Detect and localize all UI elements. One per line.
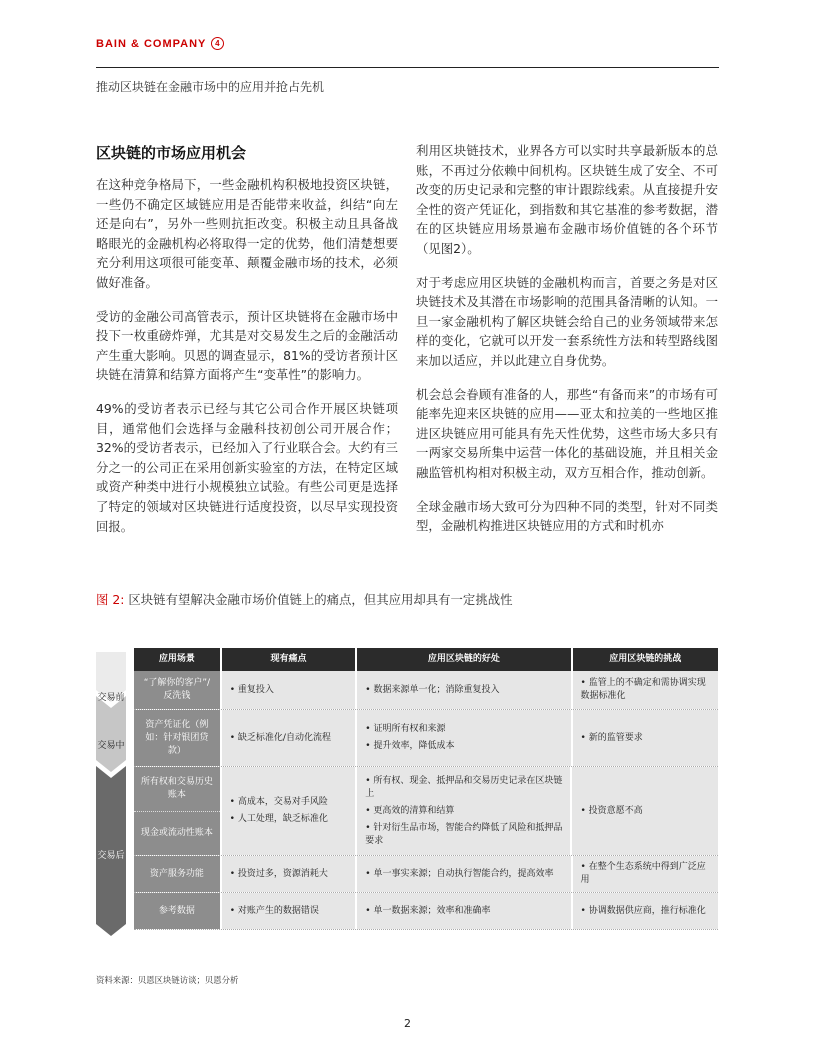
- bullet-item: • 在整个生态系统中得到广泛应用: [581, 861, 711, 887]
- document-title: 推动区块链在金融市场中的应用并抢占先机: [96, 80, 325, 94]
- challenge-cell: [573, 893, 719, 929]
- left-column: [96, 143, 398, 550]
- scenario-cell: 参考数据: [134, 893, 220, 929]
- challenge-cell: [573, 671, 719, 709]
- bullet-item: • 监管上的不确定和需协调实现数据标准化: [581, 677, 711, 703]
- figure-caption-text: 区块链有望解决金融市场价值链上的痛点，但其应用却具有一定挑战性: [128, 592, 513, 607]
- pain-cell: [222, 767, 356, 855]
- paragraph: 在这种竞争格局下，一些金融机构积极地投资区块链，一些仍不确定区域链应用是否能带来收益，纠结“向左还是向右”，另外一些则抗拒改变。积极主动且具备战略眼光的金融机构必将取得一定的优势，他们清楚想要充分利用这项很可能变革、颠覆金融市场的技术，必须做好准备。: [96, 177, 398, 290]
- table-row: [134, 710, 718, 767]
- paragraph: 受访的金融公司高管表示，预计区块链将在金融市场中投下一枚重磅炸弹，尤其是对交易发生之后的金融活动产生重大影响。贝恩的调查显示，81%的受访者预计区块链在清算和结算方面将产生“变革性”的影响力。: [96, 308, 398, 383]
- source-note: 资料来源：贝恩区块链访谈；贝恩分析: [96, 975, 239, 985]
- paragraph: 对于考虑应用区块链的金融机构而言，首要之务是对区块链技术及其潜在市场影响的范围具备清晰的认知。一旦一家金融机构了解区块链会给自己的业务领域带来怎样的变化，它就可以开发一套系统性方法和转型路线图来加以适应，并以此建立自身优势。: [416, 274, 718, 368]
- scenario-cell: 资产服务功能: [134, 856, 220, 892]
- bullet-item: • 协调数据供应商，推行标准化: [581, 905, 706, 918]
- table-header-row: [134, 648, 718, 671]
- pain-points-table: [134, 648, 718, 930]
- column-header: 应用场景: [134, 648, 220, 671]
- bullet-item: • 针对衍生品市场，智能合约降低了风险和抵押品要求: [365, 822, 562, 848]
- pain-cell: [222, 710, 356, 766]
- right-column: [416, 141, 718, 550]
- section-title: 区块链的市场应用机会: [96, 144, 247, 162]
- flow-label-post-trade: 交易后: [97, 851, 125, 861]
- column-header: 应用区块链的好处: [357, 648, 570, 671]
- page-number: 2: [404, 1017, 411, 1030]
- table-row-merged: [134, 767, 718, 856]
- bullet-item: • 高成本，交易对手风险: [230, 796, 328, 809]
- bullet-item: • 对账产生的数据错误: [230, 905, 319, 918]
- scenario-cell: 所有权和交易历史账本: [134, 767, 220, 811]
- challenge-cell: [573, 710, 719, 766]
- paragraph: 全球金融市场大致可分为四种不同的类型，针对不同类型，金融机构推进区块链应用的方式和时机亦: [416, 498, 718, 534]
- benefit-cell: [357, 893, 570, 929]
- table-row: [134, 893, 718, 930]
- flow-label-pre-trade: 交易前: [97, 693, 125, 703]
- figure-caption: [96, 590, 513, 608]
- brand-name: BAIN & COMPANY: [96, 37, 207, 50]
- table-row: [134, 856, 718, 893]
- bullet-item: • 新的监管要求: [581, 732, 643, 745]
- table-row: [134, 671, 718, 710]
- bullet-item: • 重复投入: [230, 684, 274, 697]
- bullet-item: • 单一事实来源；自动执行智能合约，提高效率: [365, 868, 553, 881]
- bullet-item: • 单一数据来源；效率和准确率: [365, 905, 490, 918]
- brand-logo: [96, 37, 224, 50]
- bullet-item: • 人工处理，缺乏标准化: [230, 813, 328, 826]
- pain-cell: [222, 671, 356, 709]
- bullet-item: • 更高效的清算和结算: [365, 805, 562, 818]
- header-rule: [96, 67, 719, 68]
- scenario-cell-group: [134, 767, 220, 855]
- bullet-item: • 数据来源单一化；消除重复投入: [365, 684, 499, 697]
- bullet-item: • 缺乏标准化/自动化流程: [230, 732, 331, 745]
- scenario-cell: 现金或流动性账本: [134, 811, 220, 856]
- paragraph: 机会总会眷顾有准备的人，那些“有备而来”的市场有可能率先迎来区块链的应用——亚太和拉美的一些地区推进区块链应用可能具有先天性优势，这些市场大多只有一两家交易所集中运营一体化的基础设施，并且相关金融监管机构相对积极主动，双方互相合作，推动创新。: [416, 386, 718, 480]
- benefit-cell: [357, 671, 570, 709]
- challenge-cell: [573, 856, 719, 892]
- column-header: 现有痛点: [222, 648, 356, 671]
- bullet-item: • 提升效率，降低成本: [365, 740, 454, 753]
- benefit-cell: [357, 856, 570, 892]
- benefit-cell: [357, 767, 570, 855]
- bullet-item: • 投资意愿不高: [580, 805, 642, 818]
- challenge-cell: [572, 767, 718, 855]
- bullet-item: • 证明所有权和来源: [365, 723, 454, 736]
- figure-number: 图 2:: [96, 592, 125, 607]
- flow-arrow-trade: [96, 696, 126, 772]
- paragraph: 49%的受访者表示已经与其它公司合作开展区块链项目，通常他们会选择与金融科技初创公司开展合作；32%的受访者表示，已经加入了行业联合会。大约有三分之一的公司正在采用创新实验室的方法，在特定区域或资产种类中进行小规模独立试验。有些公司更是选择了特定的领域对区块链进行适度投资，以尽早实现投资回报。: [96, 400, 398, 534]
- bullet-item: • 所有权、现金、抵押品和交易历史记录在区块链上: [365, 775, 562, 801]
- column-header: 应用区块链的挑战: [573, 648, 719, 671]
- scenario-cell: 资产凭证化（例如：针对银团贷款）: [134, 710, 220, 766]
- benefit-cell: [357, 710, 570, 766]
- brand-circle-icon: 4: [211, 37, 224, 50]
- scenario-cell: “了解你的客户”/反洗钱: [134, 671, 220, 709]
- bullet-item: • 投资过多，资源消耗大: [230, 868, 328, 881]
- paragraph: 利用区块链技术，业界各方可以实时共享最新版本的总账，不再过分依赖中间机构。区块链生成了安全、不可改变的历史记录和完整的审计跟踪线索。从直接提升安全性的资产凭证化，到指数和其它基准的参考数据，潜在的区块链应用场景遍布金融市场价值链的各个环节（见图2）。: [416, 143, 718, 256]
- pain-cell: [222, 856, 356, 892]
- pain-cell: [222, 893, 356, 929]
- flow-label-trade: 交易中: [97, 741, 125, 751]
